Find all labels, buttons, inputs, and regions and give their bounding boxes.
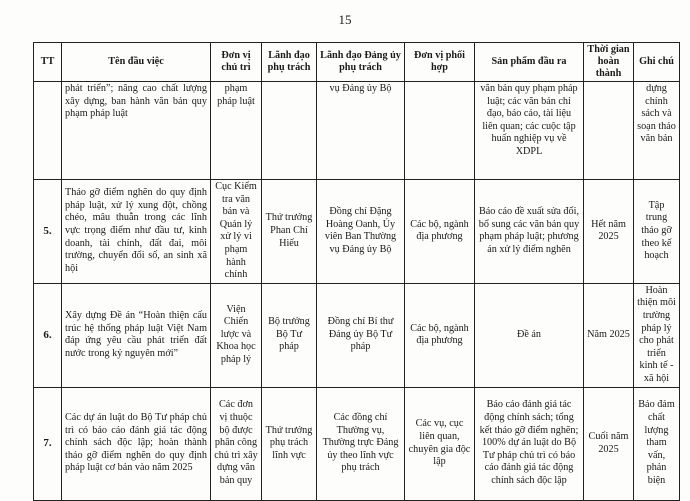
header-deadline: Thời gian hoàn thành (584, 43, 634, 82)
table-row (34, 283, 680, 387)
coop-unit-cell: Các vụ, cục liên quan, chuyên gia độc lập (405, 387, 475, 500)
task-table (33, 42, 680, 501)
leader-cell: Thứ trưởng phụ trách lĩnh vực (262, 387, 317, 500)
lead-unit-cell: Các đơn vị thuộc bộ được phân công chủ trì xây dựng văn bản quy (211, 387, 262, 500)
row-number: 5. (34, 180, 62, 284)
header-row (34, 43, 680, 82)
leader-cell: Thứ trưởng Phan Chí Hiếu (262, 180, 317, 284)
lead-unit-cell: phạm pháp luật (211, 82, 262, 180)
task-cell: Các dự án luật do Bộ Tư pháp chủ trì có báo cáo đánh giá tác động chính sách độc lập; hoàn thành tháo gỡ điểm nghẽn do quy định pháp luật cơ bản vào năm 2025 (62, 387, 211, 500)
deadline-cell (584, 82, 634, 180)
header-note: Ghi chú (634, 43, 680, 82)
note-cell: dựng chính sách và soạn thảo văn bản (634, 82, 680, 180)
coop-unit-cell: Các bộ, ngành địa phương (405, 180, 475, 284)
party-leader-cell: Đồng chí Đặng Hoàng Oanh, Ủy viên Ban Thường vụ Đảng ủy Bộ (317, 180, 405, 284)
party-leader-cell: vụ Đảng ủy Bộ (317, 82, 405, 180)
table-row (34, 82, 680, 180)
output-cell: Báo cáo đánh giá tác động chính sách; tổng kết tháo gỡ điểm nghẽn; 100% dự án luật do Bộ Tư pháp chủ trì có báo cáo đánh giá tác động chính sách độc lập (475, 387, 584, 500)
row-number: 6. (34, 283, 62, 387)
note-cell: Bảo đảm chất lượng tham vấn, phản biện (634, 387, 680, 500)
header-task: Tên đầu việc (62, 43, 211, 82)
note-cell: Hoàn thiện môi trường pháp lý cho phát triển kinh tế - xã hội (634, 283, 680, 387)
party-leader-cell: Đồng chí Bí thư Đảng ủy Bộ Tư pháp (317, 283, 405, 387)
deadline-cell: Hết năm 2025 (584, 180, 634, 284)
lead-unit-cell: Viện Chiến lược và Khoa học pháp lý (211, 283, 262, 387)
leader-cell: Bộ trưởng Bộ Tư pháp (262, 283, 317, 387)
output-cell: Đề án (475, 283, 584, 387)
table-row (34, 180, 680, 284)
header-party-leader: Lãnh đạo Đảng ủy phụ trách (317, 43, 405, 82)
lead-unit-cell: Cục Kiểm tra văn bản và Quản lý xử lý vi phạm hành chính (211, 180, 262, 284)
note-cell: Tập trung tháo gỡ theo kế hoạch (634, 180, 680, 284)
party-leader-cell: Các đồng chí Thường vụ, Thường trực Đảng ủy theo lĩnh vực phụ trách (317, 387, 405, 500)
output-cell: văn bản quy phạm pháp luật; các văn bản chỉ đạo, báo cáo, tài liệu liên quan; các cuộc tập huấn nghiệp vụ về XDPL (475, 82, 584, 180)
deadline-cell: Cuối năm 2025 (584, 387, 634, 500)
coop-unit-cell (405, 82, 475, 180)
table-row (34, 387, 680, 500)
header-leader: Lãnh đạo phụ trách (262, 43, 317, 82)
leader-cell (262, 82, 317, 180)
row-number: 7. (34, 387, 62, 500)
page-number: 15 (338, 12, 352, 27)
task-cell: Xây dựng Đề án “Hoàn thiện cấu trúc hệ thống pháp luật Việt Nam đáp ứng yêu cầu phát triển đất nước trong kỷ nguyên mới” (62, 283, 211, 387)
row-number (34, 82, 62, 180)
output-cell: Báo cáo đề xuất sửa đổi, bổ sung các văn bản quy phạm pháp luật; phương án xử lý điểm nghẽn (475, 180, 584, 284)
coop-unit-cell: Các bộ, ngành địa phương (405, 283, 475, 387)
task-cell: Tháo gỡ điểm nghẽn do quy định pháp luật, xử lý xung đột, chồng chéo, mâu thuẫn trong các lĩnh vực trọng điểm như đầu tư, kinh doanh, tài chính, đất đai, môi trường, chuyển đổi số, an sinh xã hội (62, 180, 211, 284)
header-lead-unit: Đơn vị chủ trì (211, 43, 262, 82)
header-output: Sản phẩm đầu ra (475, 43, 584, 82)
task-cell: phát triển”; nâng cao chất lượng xây dựng, ban hành văn bản quy phạm pháp luật (62, 82, 211, 180)
header-tt: TT (34, 43, 62, 82)
header-coop-unit: Đơn vị phối hợp (405, 43, 475, 82)
deadline-cell: Năm 2025 (584, 283, 634, 387)
